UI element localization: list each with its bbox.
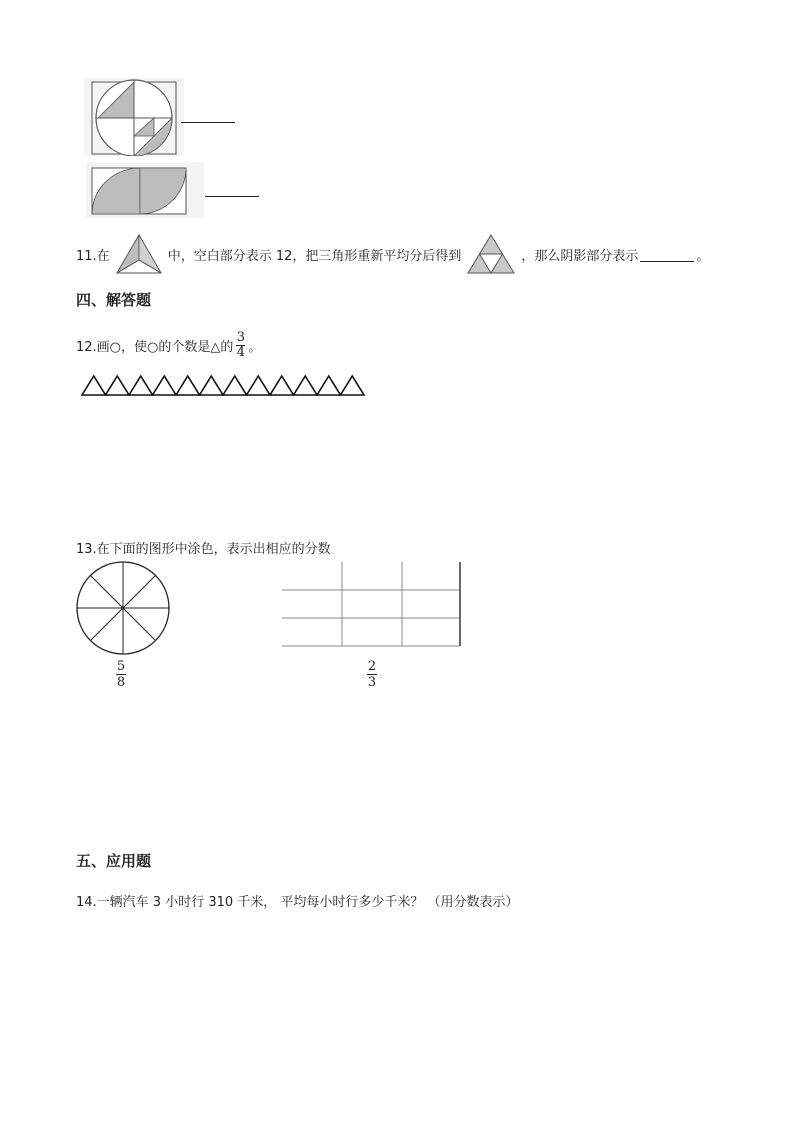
q12-text: 12.画○，使○的个数是△的 — [76, 339, 234, 355]
section-4-title: 四、解答题 — [76, 291, 152, 309]
grid-figure[interactable] — [282, 562, 462, 648]
grid-numerator: 2 — [367, 659, 377, 674]
triangle-shape — [317, 376, 341, 395]
circle-eighths-figure[interactable] — [74, 560, 172, 656]
q11-text-1: 11.在 — [76, 248, 110, 264]
grid-denominator: 3 — [367, 675, 377, 690]
q11-text-4: 。 — [696, 248, 710, 264]
triangle-row — [80, 374, 370, 398]
triangle-shape — [153, 376, 177, 395]
q12-fraction — [236, 331, 245, 360]
q12-text-end: 。 — [248, 339, 262, 355]
triangle-shape — [247, 376, 271, 395]
section-5-title: 五、应用题 — [76, 852, 152, 870]
triangle-four-parts-figure — [465, 232, 517, 276]
circle-fraction — [116, 660, 126, 689]
q12-numerator: 3 — [236, 329, 245, 345]
circle-numerator: 5 — [116, 659, 126, 674]
triangle-shape — [341, 376, 365, 395]
triangle-shape — [270, 376, 294, 395]
q11-text-2: 中，空白部分表示 12，把三角形重新平均分后得到 — [167, 248, 462, 264]
triangle-shape — [82, 376, 106, 395]
triangle-shape — [294, 376, 318, 395]
quarter-circle-figure — [86, 162, 204, 218]
triangle-shape — [129, 376, 153, 395]
q11-text-3: ，那么阴影部分表示 — [521, 248, 639, 264]
circle-denominator: 8 — [116, 675, 126, 690]
triangle-shape — [176, 376, 200, 395]
q13-text: 13.在下面的图形中涂色，表示出相应的分数 — [76, 542, 331, 557]
question-12 — [76, 330, 261, 360]
triangle-shape — [106, 376, 130, 395]
answer-blank-figure2[interactable] — [205, 182, 259, 197]
circle-square-figure — [84, 78, 184, 156]
triangle-shape — [200, 376, 224, 395]
question-11 — [76, 232, 709, 276]
grid-fraction — [367, 660, 377, 689]
q11-answer-blank[interactable] — [640, 247, 694, 262]
triangle-three-parts-figure — [114, 232, 164, 276]
q14-text: 14.一辆汽车 3 小时行 310 千米， 平均每小时行多少千米？ （用分数表示） — [76, 895, 519, 910]
answer-blank-figure1[interactable] — [181, 108, 235, 123]
triangle-shape — [223, 376, 247, 395]
q12-denominator: 4 — [236, 344, 245, 360]
